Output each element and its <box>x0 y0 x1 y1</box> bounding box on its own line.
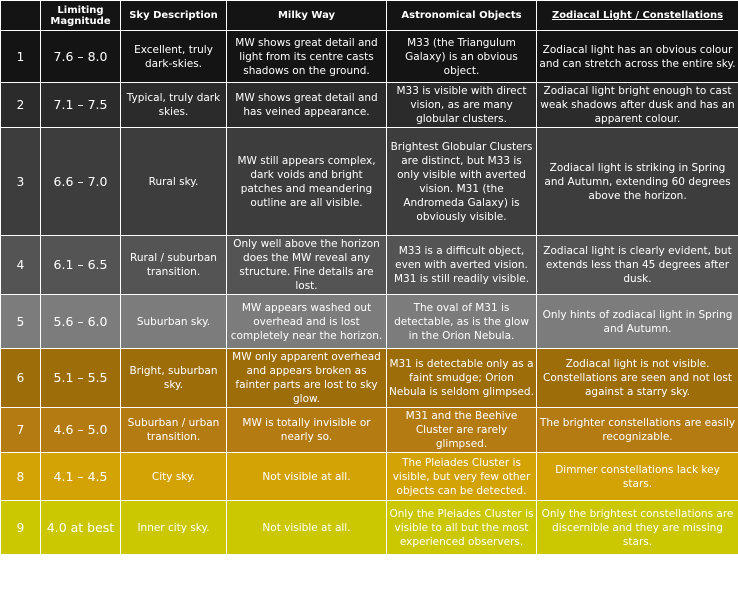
table-row <box>1 236 738 295</box>
zodiacal-light: Dimmer constellations lack key stars. <box>537 453 738 501</box>
class-number: 1 <box>1 31 41 83</box>
table-row <box>1 295 738 349</box>
sky-description: Inner city sky. <box>121 501 227 555</box>
zodiacal-light: Only the brightest constellations are discernible and they are missing stars. <box>537 501 738 555</box>
milky-way-description: MW is totally invisible or nearly so. <box>227 408 387 453</box>
milky-way-description: MW still appears complex, dark voids and bright patches and meandering outline are all visible. <box>227 128 387 236</box>
class-number: 4 <box>1 236 41 295</box>
astronomical-objects: M31 is detectable only as a faint smudge; Orion Nebula is seldom glimpsed. <box>387 349 537 408</box>
table-row <box>1 453 738 501</box>
limiting-magnitude: 4.0 at best <box>41 501 121 555</box>
sky-description: Typical, truly dark skies. <box>121 83 227 128</box>
astronomical-objects: Only the Pleiades Cluster is visible to all but the most experienced observers. <box>387 501 537 555</box>
limiting-magnitude: 4.6 – 5.0 <box>41 408 121 453</box>
zodiacal-light: The brighter constellations are easily recognizable. <box>537 408 738 453</box>
limiting-magnitude: 7.6 – 8.0 <box>41 31 121 83</box>
zodiacal-light: Only hints of zodiacal light in Spring and Autumn. <box>537 295 738 349</box>
class-number: 5 <box>1 295 41 349</box>
milky-way-description: MW shows great detail and light from its centre casts shadows on the ground. <box>227 31 387 83</box>
limiting-magnitude: 5.6 – 6.0 <box>41 295 121 349</box>
table-row <box>1 31 738 83</box>
header-astronomical-objects: Astronomical Objects <box>387 1 537 31</box>
table-row <box>1 349 738 408</box>
astronomical-objects: M33 is visible with direct vision, as are many globular clusters. <box>387 83 537 128</box>
astronomical-objects: The oval of M31 is detectable, as is the glow in the Orion Nebula. <box>387 295 537 349</box>
zodiacal-light: Zodiacal light has an obvious colour and can stretch across the entire sky. <box>537 31 738 83</box>
milky-way-description: Not visible at all. <box>227 501 387 555</box>
limiting-magnitude: 4.1 – 4.5 <box>41 453 121 501</box>
milky-way-description: MW appears washed out overhead and is lost completely near the horizon. <box>227 295 387 349</box>
sky-description: Bright, suburban sky. <box>121 349 227 408</box>
header-number <box>1 1 41 31</box>
table-row <box>1 83 738 128</box>
header-zodiacal-light-label: Zodiacal Light / Constellations <box>551 10 724 21</box>
astronomical-objects: M31 and the Beehive Cluster are rarely glimpsed. <box>387 408 537 453</box>
class-number: 3 <box>1 128 41 236</box>
header-zodiacal-light <box>537 1 738 31</box>
table-row <box>1 128 738 236</box>
class-number: 7 <box>1 408 41 453</box>
class-number: 8 <box>1 453 41 501</box>
astronomical-objects: Brightest Globular Clusters are distinct, but M33 is only visible with averted vision. M31 (the Andromeda Galaxy) is obviously visible. <box>387 128 537 236</box>
header-milky-way: Milky Way <box>227 1 387 31</box>
header-limiting-magnitude: Limiting Magnitude <box>41 1 121 31</box>
table-row <box>1 408 738 453</box>
milky-way-description: Only well above the horizon does the MW reveal any structure. Fine details are lost. <box>227 236 387 295</box>
class-number: 2 <box>1 83 41 128</box>
limiting-magnitude: 6.1 – 6.5 <box>41 236 121 295</box>
limiting-magnitude: 7.1 – 7.5 <box>41 83 121 128</box>
zodiacal-light: Zodiacal light is striking in Spring and Autumn, extending 60 degrees above the horizon. <box>537 128 738 236</box>
sky-description: Rural / suburban transition. <box>121 236 227 295</box>
limiting-magnitude: 6.6 – 7.0 <box>41 128 121 236</box>
astronomical-objects: M33 is a difficult object, even with averted vision. M31 is still readily visible. <box>387 236 537 295</box>
milky-way-description: Not visible at all. <box>227 453 387 501</box>
header-sky-description: Sky Description <box>121 1 227 31</box>
sky-description: Rural sky. <box>121 128 227 236</box>
zodiacal-light: Zodiacal light bright enough to cast weak shadows after dusk and has an apparent colour. <box>537 83 738 128</box>
sky-description: City sky. <box>121 453 227 501</box>
limiting-magnitude: 5.1 – 5.5 <box>41 349 121 408</box>
table-row <box>1 501 738 555</box>
sky-description: Excellent, truly dark-skies. <box>121 31 227 83</box>
class-number: 6 <box>1 349 41 408</box>
astronomical-objects: The Pleiades Cluster is visible, but very few other objects can be detected. <box>387 453 537 501</box>
astronomical-objects: M33 (the Triangulum Galaxy) is an obvious object. <box>387 31 537 83</box>
zodiacal-light: Zodiacal light is not visible. Constellations are seen and not lost against a starry sky. <box>537 349 738 408</box>
sky-description: Suburban / urban transition. <box>121 408 227 453</box>
milky-way-description: MW shows great detail and has veined appearance. <box>227 83 387 128</box>
milky-way-description: MW only apparent overhead and appears broken as fainter parts are lost to sky glow. <box>227 349 387 408</box>
sky-description: Suburban sky. <box>121 295 227 349</box>
table-header-row <box>1 1 738 31</box>
zodiacal-light: Zodiacal light is clearly evident, but extends less than 45 degrees after dusk. <box>537 236 738 295</box>
class-number: 9 <box>1 501 41 555</box>
